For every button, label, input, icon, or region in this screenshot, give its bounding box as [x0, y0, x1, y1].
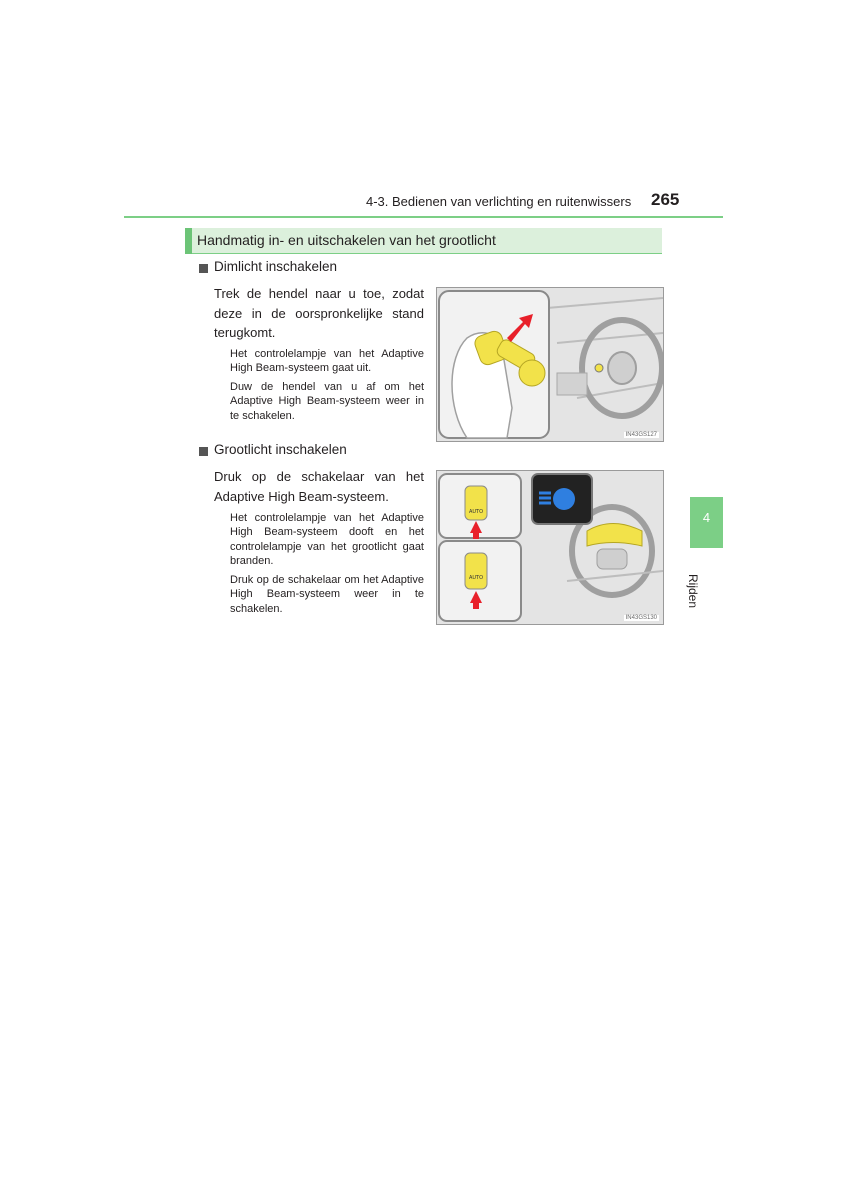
subheading-grootlicht: Grootlicht inschakelen	[214, 442, 347, 457]
ahb-switch-lower	[465, 553, 487, 589]
illustration-switch-press	[436, 470, 664, 625]
switch-label: AUTO	[468, 509, 484, 515]
note-dimlicht-2: Duw de hendel van u af om het Adaptive High Beam-systeem weer in te schakelen.	[230, 381, 424, 422]
switch-illustration	[437, 471, 663, 624]
page-number: 265	[651, 190, 680, 209]
body-grootlicht: Druk op de schakelaar van het Adaptive High Beam-systeem.	[214, 469, 424, 504]
high-beam-indicator-icon	[553, 488, 575, 510]
body-dimlicht: Trek de hendel naar u toe, zodat deze in de oorspronkelijke stand terugkomt.	[214, 286, 424, 340]
note-dimlicht-1: Het controlelampje van het Adaptive High Beam-systeem gaat uit.	[230, 348, 424, 375]
bullet-square-icon	[199, 447, 208, 456]
switch-label: AUTO	[468, 575, 484, 581]
heading-accent-bar	[185, 228, 192, 254]
page-heading: Handmatig in- en uitschakelen van het grootlicht	[197, 232, 496, 248]
lever-illustration	[437, 288, 663, 441]
image-code: IN43GS130	[625, 615, 657, 621]
note-grootlicht-2: Druk op de schakelaar om het Adaptive High Beam-systeem weer in te schakelen.	[230, 574, 424, 615]
image-code: IN43GS127	[625, 432, 657, 438]
chapter-number: 4	[702, 510, 711, 525]
section-title: 4-3. Bedienen van verlichting en ruitenwissers	[366, 194, 632, 209]
note-grootlicht-1: Het controlelampje van het Adaptive High Beam-systeem dooft en het controlelampje van het grootlicht gaat branden.	[230, 512, 424, 567]
bullet-square-icon	[199, 264, 208, 273]
header-rule	[124, 216, 723, 218]
chapter-label: Rijden	[686, 574, 700, 609]
illustration-lever-pull	[436, 287, 664, 442]
subheading-dimlicht: Dimlicht inschakelen	[214, 259, 338, 274]
